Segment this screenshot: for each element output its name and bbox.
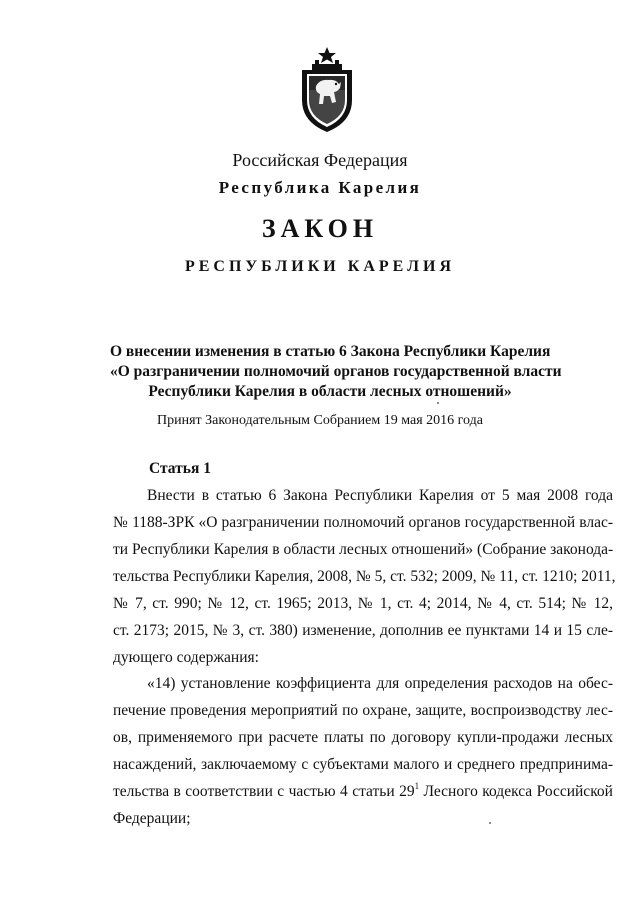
law-name-line: «О разграничении полномочий органов государственной власти — [110, 363, 562, 380]
paragraph-line: дующего содержания: — [113, 649, 259, 666]
paragraph-line: тельства Республики Карелия, 2008, № 5, ст. 532; 2009, № 11, ст. 1210; 2011, — [113, 568, 616, 585]
article-paragraph-2 — [113, 670, 613, 832]
law-title: ЗАКОН — [261, 214, 379, 243]
paragraph-line: Внести в статью 6 Закона Республики Карелия от 5 мая 2008 года — [147, 487, 613, 504]
paragraph-line: «14) установление коэффициента для определения расходов на обес- — [147, 675, 613, 692]
article-paragraph-1 — [113, 482, 616, 671]
paragraph-line-tail: Лесного кодекса Российской — [419, 783, 613, 800]
article-heading: Статья 1 — [149, 460, 211, 477]
law-name — [110, 342, 562, 402]
paragraph-line: ти Республики Карелия в области лесных отношений» (Собрание законода- — [113, 541, 614, 558]
paragraph-line: ст. 2173; 2015, № 3, ст. 380) изменение, дополнив ее пунктами 14 и 15 сле- — [113, 622, 613, 639]
paragraph-line: № 1188-ЗРК «О разграничении полномочий органов государственной влас- — [113, 514, 613, 531]
paragraph-line-text: тельства в соответствии с частью 4 статьи 29 — [113, 783, 415, 800]
paragraph-line: Федерации; — [113, 810, 191, 827]
law-name-line: О внесении изменения в статью 6 Закона Республики Карелия — [110, 343, 551, 360]
paragraph-line: № 7, ст. 990; № 12, ст. 1965; 2013, № 1, ст. 4; 2014, № 4, ст. 514; № 12, — [113, 595, 613, 612]
header-republic: Республика Карелия — [218, 178, 422, 197]
paragraph-line: печение проведения мероприятий по охране, защите, воспроизводству лес- — [113, 702, 613, 719]
scan-speck — [437, 402, 439, 404]
paragraph-line: насаждений, заключаемому с субъектами малого и среднего предпринима- — [113, 756, 613, 773]
paragraph-line: ов, применяемого при расчете платы по договору купли-продажи лесных — [113, 729, 613, 746]
adoption-note: Принят Законодательным Собранием 19 мая 2016 года — [157, 413, 483, 428]
header-federation: Российская Федерация — [232, 150, 408, 170]
law-name-line: Республики Карелия в области лесных отношений» — [148, 383, 512, 400]
karelia-coat-of-arms-icon — [296, 46, 358, 134]
superscript-index: 1 — [414, 780, 420, 791]
law-subtitle: РЕСПУБЛИКИ КАРЕЛИЯ — [184, 258, 456, 275]
scan-speck — [489, 822, 491, 824]
paragraph-line-with-footnote — [113, 778, 613, 805]
